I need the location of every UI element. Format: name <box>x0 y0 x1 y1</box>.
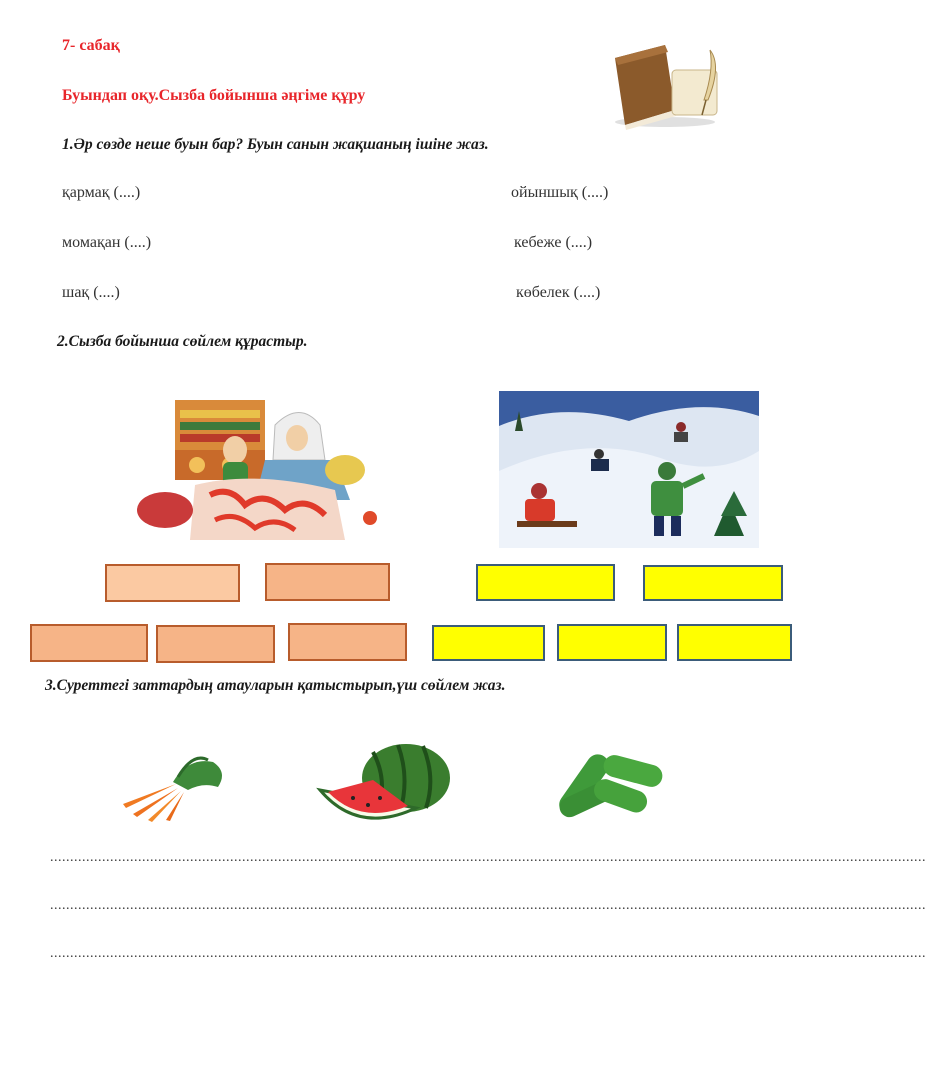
answer-line-1[interactable]: ........................................................................................................................................................................................................................... <box>50 850 926 865</box>
task1-instruction: 1.Әр сөзде неше буын бар? Буын санын жақшаның ішіне жаз. <box>62 136 489 153</box>
answer-line-2[interactable]: ........................................................................................................................................................................................................................... <box>50 898 926 913</box>
word-right-1: ойыншық (....) <box>511 184 609 201</box>
scheme-box-orange-1[interactable] <box>105 564 240 602</box>
scheme-box-orange-4[interactable] <box>156 625 275 663</box>
watermelon-icon <box>318 740 453 825</box>
word-left-3: шақ (....) <box>62 284 120 301</box>
scheme-box-yellow-3[interactable] <box>432 625 545 661</box>
word-left-1: қармақ (....) <box>62 184 141 201</box>
word-left-2: момақан (....) <box>62 234 152 251</box>
scheme-box-yellow-1[interactable] <box>476 564 615 601</box>
carrot-icon <box>118 752 233 822</box>
lesson-title: Буындап оқу.Сызба бойынша әңгіме құру <box>62 87 366 104</box>
word-right-3: көбелек (....) <box>516 284 601 301</box>
scheme-box-orange-5[interactable] <box>288 623 407 661</box>
scheme-box-orange-3[interactable] <box>30 624 148 662</box>
scheme-box-yellow-2[interactable] <box>643 565 783 601</box>
cucumber-icon <box>553 745 673 825</box>
sewing-scene-picture <box>135 390 380 545</box>
book-quill-icon <box>610 30 730 130</box>
lesson-number: 7- сабақ <box>62 37 120 54</box>
scheme-box-yellow-4[interactable] <box>557 624 667 661</box>
winter-scene-picture <box>499 391 759 548</box>
answer-line-3[interactable]: ........................................................................................................................................................................................................................... <box>50 946 926 961</box>
scheme-box-yellow-5[interactable] <box>677 624 792 661</box>
word-right-2: кебеже (....) <box>514 234 593 251</box>
task2-instruction: 2.Сызба бойынша сөйлем құрастыр. <box>57 333 308 350</box>
scheme-box-orange-2[interactable] <box>265 563 390 601</box>
task3-instruction: 3.Суреттегі заттардың атауларын қатыстырып,үш сөйлем жаз. <box>45 677 506 694</box>
